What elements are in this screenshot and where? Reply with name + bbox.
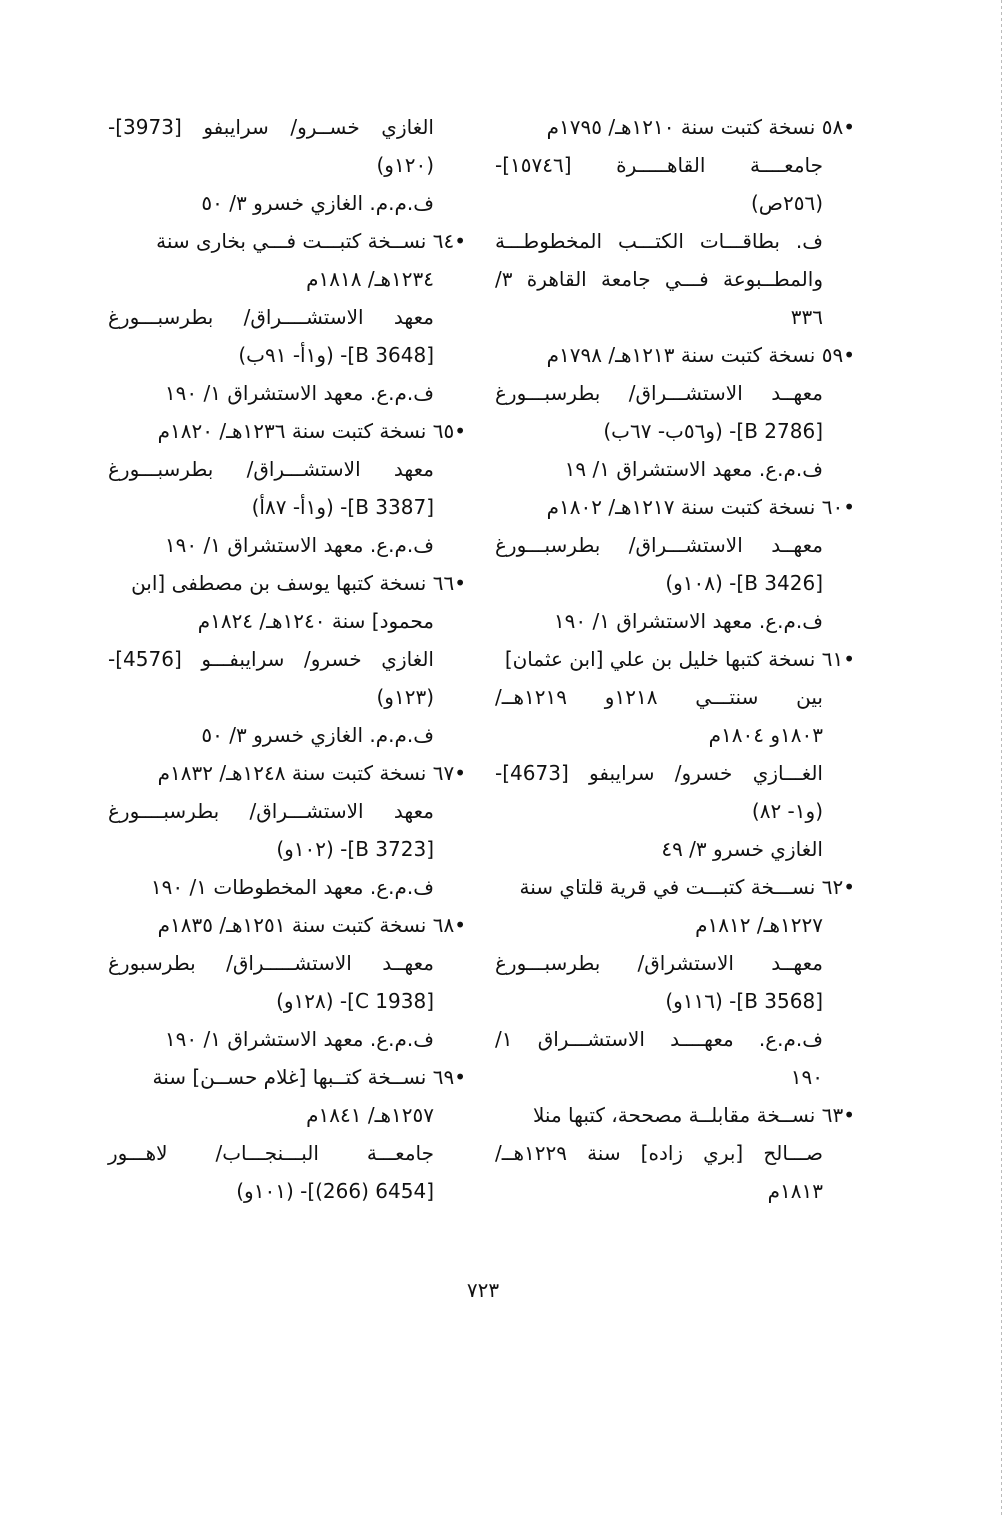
entry-detail-line: ف.م.ع. معهد المخطوطات ١/ ١٩٠	[150, 875, 434, 899]
entry-detail-line: [6454 (266)]- (١٠١و)	[236, 1179, 434, 1203]
entry-heading-line: •٦٢ نســـخة كتبـــت في قرية قلتاي سنة	[519, 875, 855, 899]
entry-detail-line: [B 3387]- (و١أ- ٨٧أ)	[251, 495, 434, 519]
entry-detail-line: ف. بطاقـــات الكتـــب المخطوطـــة	[495, 229, 823, 253]
entry-detail-line: ف.م.ع. معهد الاستشراق ١/ ١٩	[564, 457, 823, 481]
entry-detail-line: ف.م.ع. معهد الاستشراق ١/ ١٩٠	[164, 381, 434, 405]
entry-detail-line: معهد الاستشــــراق/ بطرسبـــورغ	[108, 305, 434, 329]
entry-heading-line: •٦٥ نسخة كتبت سنة ١٢٣٦هـ/ ١٨٢٠م	[157, 419, 466, 443]
entry-detail-line: معهد الاستشـــراق/ بطرسبــــورغ	[108, 799, 434, 823]
entry-detail-line: الغازي خسرو ٣/ ٤٩	[661, 837, 823, 861]
entry-detail-line: ١٨٠٣و ١٨٠٤م	[708, 723, 823, 747]
entry-detail-line: (و١- ٨٢)	[751, 799, 823, 823]
entry-detail-line: [B 3723]- (١٠٢و)	[276, 837, 434, 861]
page-number: ٧٢٣	[466, 1278, 500, 1302]
entry-detail-line: [B 2786]- (و٥٦ب- ٦٧ب)	[603, 419, 823, 443]
entry-heading-line: •٦٨ نسخة كتبت سنة ١٢٥١هـ/ ١٨٣٥م	[157, 913, 466, 937]
entry-heading-line: •٦٤ نســخة كتبـــت فـــي بخارى سنة	[156, 229, 466, 253]
entry-detail-line: معهــد الاستشـــراق/ بطرسبـــورغ	[495, 381, 823, 405]
entry-heading-line: •٦١ نسخة كتبها خليل بن علي [ابن عثمان]	[504, 647, 855, 671]
entry-detail-line: الغازي خسرو/ سرايبفـــو [4576]-	[108, 647, 434, 671]
entry-detail-line: [B 3568]- (١١٦و)	[665, 989, 823, 1013]
entry-detail-line: ١٢٣٤هـ/ ١٨١٨م	[306, 267, 434, 291]
entry-detail-line: والمطــبوعة فـــي جامعة القاهرة ٣/	[495, 267, 823, 291]
entry-detail-line: ١٩٠	[790, 1065, 823, 1089]
entry-heading-line: •٦٩ نســخة كتــبها [غلام حســن] سنة	[152, 1065, 466, 1089]
entry-detail-line: (٢٥٦ص)	[750, 191, 823, 215]
right-column	[495, 108, 855, 1210]
entry-detail-line: معهــد الاستشـــراق/ بطرسبـــورغ	[495, 533, 823, 557]
entry-detail-line: ١٢٥٧هـ/ ١٨٤١م	[306, 1103, 434, 1127]
entry-detail-line: ف.م.م. الغازي خسرو ٣/ ٥٠	[201, 723, 434, 747]
entry-heading-line: •٦٣ نســخة مقابلــة مصححة، كتبها منلا	[532, 1103, 855, 1127]
entry-detail-line: معهــد الاستشراق/ بطرسبـــورغ	[495, 951, 823, 975]
entry-heading-line: •٦٦ نسخة كتبها يوسف بن مصطفى [ابن	[131, 571, 466, 595]
entry-detail-line: ف.م.ع. معهد الاستشراق ١/ ١٩٠	[553, 609, 823, 633]
entry-detail-line: [C 1938]- (١٢٨و)	[276, 989, 434, 1013]
entry-heading-line: •٦٠ نسخة كتبت سنة ١٢١٧هـ/ ١٨٠٢م	[546, 495, 855, 519]
entry-detail-line: جامعـــة البـــنجـــاب/ لاهـــور	[108, 1141, 434, 1165]
entry-detail-line: جامعــــة القاهـــــرة [١٥٧٤٦]-	[495, 153, 823, 177]
entry-detail-line: ١٢٢٧هـ/ ١٨١٢م	[695, 913, 823, 937]
entry-detail-line: بين سنتـــي ١٢١٨و ١٢١٩هــ/	[495, 685, 823, 709]
entry-detail-line: ف.م.ع. معهد الاستشراق ١/ ١٩٠	[164, 533, 434, 557]
entry-heading-line: •٦٧ نسخة كتبت سنة ١٢٤٨هـ/ ١٨٣٢م	[157, 761, 466, 785]
entry-detail-line: معهد الاستشـــراق/ بطرسبـــورغ	[108, 457, 434, 481]
entry-heading-line: •٥٩ نسخة كتبت سنة ١٢١٣هـ/ ١٧٩٨م	[546, 343, 855, 367]
entry-detail-line: الغـــازي خسرو/ سرايبفو [4673]-	[495, 761, 823, 785]
scan-edge-line	[1001, 0, 1002, 1517]
entry-detail-line: معهــد الاستشـــــراق/ بطرسبورغ	[108, 951, 434, 975]
entry-detail-line: [B 3426]- (١٠٨و)	[665, 571, 823, 595]
entry-detail-line: (١٢٠و)	[376, 153, 434, 177]
entry-detail-line: ف.م.م. الغازي خسرو ٣/ ٥٠	[201, 191, 434, 215]
entry-detail-line: (١٢٣و)	[376, 685, 434, 709]
left-column	[108, 108, 466, 1210]
entry-detail-line: ف.م.ع. معهد الاستشراق ١/ ١٩٠	[164, 1027, 434, 1051]
entry-detail-line: ٣٣٦	[790, 305, 823, 329]
entry-detail-line: ف.م.ع. معهــــد الاستشـــراق ١/	[495, 1027, 823, 1051]
entry-detail-line: ١٨١٣م	[767, 1179, 823, 1203]
entry-detail-line: صـــالح [بري زاده] سنة ١٢٢٩هــ/	[495, 1141, 823, 1165]
entry-detail-line: الغازي خســرو/ سرايبفو [3973]-	[108, 115, 434, 139]
entry-detail-line: [B 3648]- (و١أ- ٩١ب)	[238, 343, 434, 367]
entry-detail-line: محمود] سنة ١٢٤٠هـ/ ١٨٢٤م	[197, 609, 434, 633]
entry-heading-line: •٥٨ نسخة كتبت سنة ١٢١٠هـ/ ١٧٩٥م	[546, 115, 855, 139]
